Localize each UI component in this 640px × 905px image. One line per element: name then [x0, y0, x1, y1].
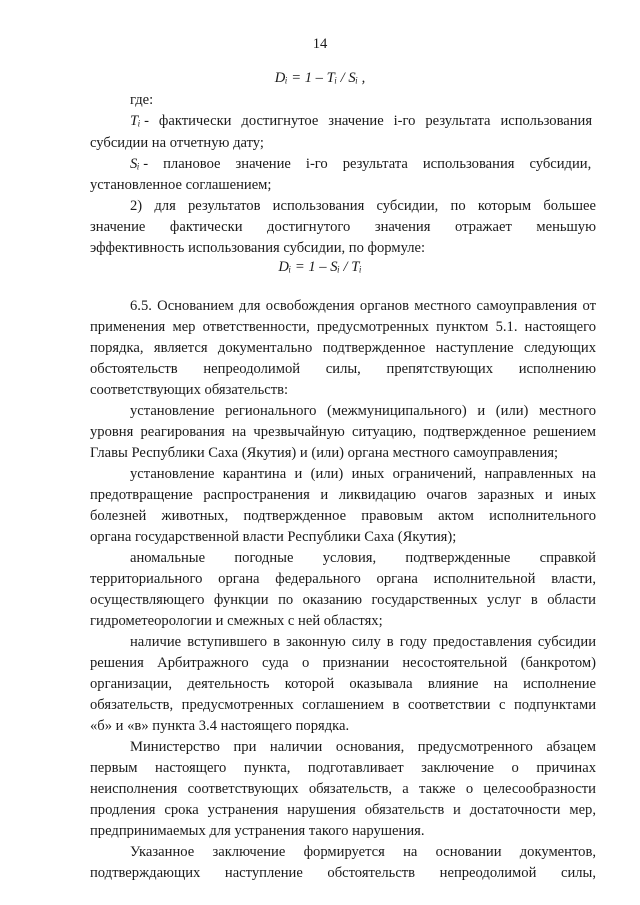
text-line: первым настоящего пункта, подготавливает заключение о причинах [90, 760, 596, 776]
text-line: обстоятельств непреодолимой силы, препятствующих исполнению [90, 361, 596, 377]
text-line-part: - плановое значение i-го результата использования субсидии, [143, 156, 592, 172]
text-line: подтверждающих наступление обстоятельств непреодолимой силы, [90, 865, 596, 881]
variable-s: Sᵢ [130, 156, 140, 172]
text-line: предотвращение распространения и ликвидацию очагов заразных и иных [90, 487, 596, 503]
text-line: порядка, является документально подтвержденное наступление следующих [90, 340, 596, 356]
formula-d-t-over-s: Dᵢ = 1 – Tᵢ / Sᵢ , [274, 70, 366, 86]
text-line: эффективность использования субсидии, по формуле: [90, 240, 426, 256]
text-line: 2) для результатов использования субсидии, по которым большее [130, 198, 596, 214]
text-line: значение фактически достигнутого значения отражает меньшую [90, 219, 596, 235]
text-line: уровня реагирования на чрезвычайную ситуацию, подтвержденное решением [90, 424, 596, 440]
text-line: установленное соглашением; [90, 177, 272, 193]
text-line: осуществляющего функции по оказанию государственных услуг в области [90, 592, 596, 608]
text-line: соответствующих обязательств: [90, 382, 289, 398]
page-number: 14 [312, 36, 328, 52]
text-line [130, 156, 596, 173]
text-line: применения мер ответственности, предусмотренных пунктом 5.1. настоящего [90, 319, 596, 335]
formula-d-s-over-t: Dᵢ = 1 – Sᵢ / Tᵢ [278, 259, 362, 275]
text-line: аномальные погодные условия, подтвержденные справкой [130, 550, 596, 566]
text-line: Главы Республики Саха (Якутия) и (или) органа местного самоуправления; [90, 445, 559, 461]
text-line: субсидии на отчетную дату; [90, 135, 264, 151]
text-line: установление карантина и (или) иных ограничений, направленных на [130, 466, 596, 482]
text-line: обязательств, предусмотренных соглашением в соответствии с подпунктами [90, 697, 596, 713]
text-line: болезней животных, подтвержденное правовым актом исполнительного [90, 508, 596, 524]
text-line: предпринимаемых для устранения такого нарушения. [90, 823, 425, 839]
text-line: 6.5. Основанием для освобождения органов местного самоуправления от [130, 298, 596, 314]
text-line: где: [130, 92, 154, 108]
text-line: наличие вступившего в законную силу в году предоставления субсидии [130, 634, 596, 650]
text-line: Министерство при наличии основания, предусмотренного абзацем [130, 739, 596, 755]
text-line [130, 113, 596, 130]
text-line: «б» и «в» пункта 3.4 настоящего порядка. [90, 718, 350, 734]
text-line: территориального органа федерального органа исполнительной власти, [90, 571, 596, 587]
text-line: неисполнения соответствующих обязательств, а также о целесообразности [90, 781, 596, 797]
text-line-part: - фактически достигнутое значение i-го результата использования [144, 113, 593, 129]
text-line: установление регионального (межмуниципального) и (или) местного [130, 403, 596, 419]
text-line: Указанное заключение формируется на основании документов, [130, 844, 596, 860]
text-line: гидрометеорологии и смежных с ней областях; [90, 613, 383, 629]
text-line: органа государственной власти Республики Саха (Якутия); [90, 529, 457, 545]
text-line: организации, деятельность которой оказывала влияние на исполнение [90, 676, 596, 692]
text-line: продления срока устранения нарушения обязательств и достаточности мер, [90, 802, 596, 818]
variable-t: Tᵢ [130, 113, 141, 129]
text-line: решения Арбитражного суда о признании несостоятельной (банкротом) [90, 655, 596, 671]
